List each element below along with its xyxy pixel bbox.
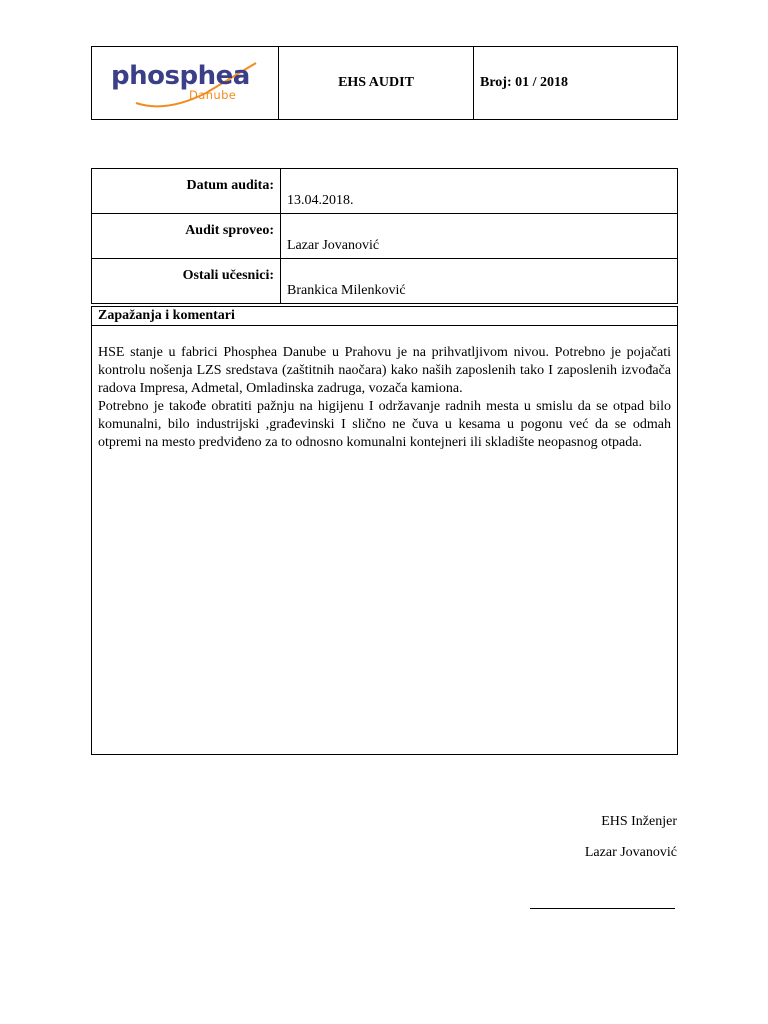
audit-date-value: 13.04.2018. [281, 169, 678, 214]
signature-title: EHS Inženjer [601, 814, 677, 829]
auditor-label: Audit sproveo: [92, 214, 281, 259]
document-number: Broj: 01 / 2018 [474, 47, 678, 120]
info-row [92, 169, 678, 214]
comment-paragraph: Potrebno je takođe obratiti pažnju na higijenu I održavanje radnih mesta u smislu da se otpad bilo komunalni, bilo industrijski ,građevinski I slično ne čuva u kesama u pogonu već da se odmah otpremi na mesto predviđeno za to odnosno komunalni kontejneri ili skladište neopasnog otpada. [98, 399, 671, 450]
audit-date-label: Datum audita: [92, 169, 281, 214]
participants-value: Brankica Milenković [281, 259, 678, 304]
signature-line [530, 908, 675, 909]
document-header [91, 46, 678, 120]
logo-subtext: Danube [189, 88, 237, 102]
auditor-value: Lazar Jovanović [281, 214, 678, 259]
phosphea-logo [106, 53, 266, 109]
comments-body [92, 326, 678, 755]
audit-info-table [91, 168, 678, 304]
info-row [92, 259, 678, 304]
comments-heading: Zapažanja i komentari [92, 307, 678, 326]
logo-text: phosphea [111, 61, 250, 91]
comment-paragraph: HSE stanje u fabrici Phosphea Danube u Prahovu je na prihvatljivom nivou. Potrebno je pojačati kontrolu nošenja LZS sredstava (zaštitnih naočara) kako naših zaposlenih tako I zaposlenih izvođača radova Impresa, Admetal, Omladinska zadruga, vozača kamiona. [98, 345, 671, 396]
document-title: EHS AUDIT [279, 47, 474, 120]
signature-name: Lazar Jovanović [584, 845, 677, 860]
comments-table [91, 306, 678, 755]
participants-label: Ostali učesnici: [92, 259, 281, 304]
logo-cell [92, 47, 279, 120]
info-row [92, 214, 678, 259]
